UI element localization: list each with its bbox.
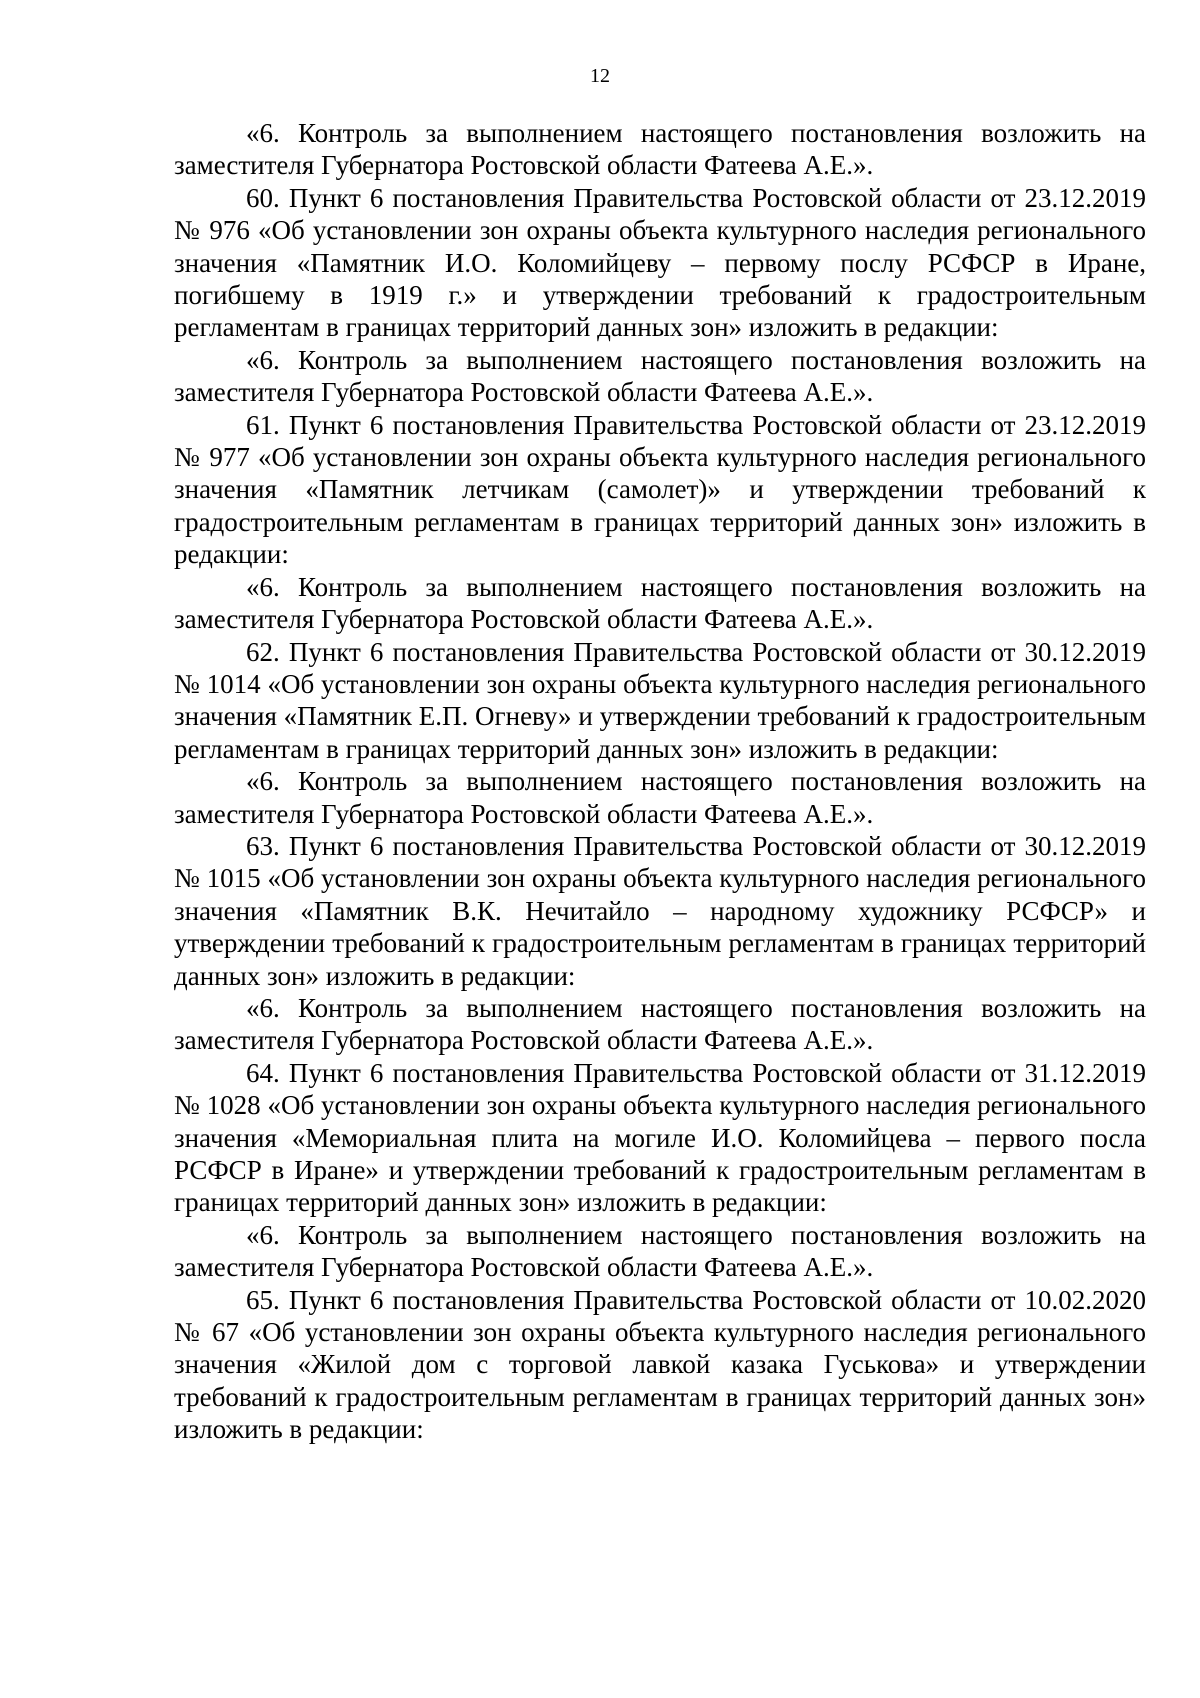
paragraph-item-63: 63. Пункт 6 постановления Правительства Ростовской области от 30.12.2019 № 1015 «Об установлении зон охраны объекта культурного наследия регионального значения «Памятник В.К. Нечитайло – народному художнику РСФСР» и утверждении требований к градостроительным регламентам в границах территорий данных зон» изложить в редакции: bbox=[174, 830, 1146, 991]
paragraph-item-64: 64. Пункт 6 постановления Правительства Ростовской области от 31.12.2019 № 1028 «Об установлении зон охраны объекта культурного наследия регионального значения «Мемориальная плита на могиле И.О. Коломийцева – первого посла РСФСР в Иране» и утверждении требований к градостроительным регламентам в границах территорий данных зон» изложить в редакции: bbox=[174, 1057, 1146, 1218]
paragraph-item-60: 60. Пункт 6 постановления Правительства Ростовской области от 23.12.2019 № 976 «Об установлении зон охраны объекта культурного наследия регионального значения «Памятник И.О. Коломийцеву – первому послу РСФСР в Иране, погибшему в 1919 г.» и утверждении требований к градостроительным регламентам в границах территорий данных зон» изложить в редакции: bbox=[174, 182, 1146, 343]
paragraph-quote: «6. Контроль за выполнением настоящего постановления возложить на заместителя Губернатора Ростовской области Фатеева А.Е.». bbox=[174, 118, 1146, 181]
page-number: 12 bbox=[590, 65, 610, 87]
paragraph-quote: «6. Контроль за выполнением настоящего постановления возложить на заместителя Губернатора Ростовской области Фатеева А.Е.». bbox=[174, 766, 1146, 829]
paragraph-item-61: 61. Пункт 6 постановления Правительства Ростовской области от 23.12.2019 № 977 «Об установлении зон охраны объекта культурного наследия регионального значения «Памятник летчикам (самолет)» и утверждении требований к градостроительным регламентам в границах территорий данных зон» изложить в редакции: bbox=[174, 409, 1146, 570]
paragraph-quote: «6. Контроль за выполнением настоящего постановления возложить на заместителя Губернатора Ростовской области Фатеева А.Е.». bbox=[174, 571, 1146, 635]
paragraph-quote: «6. Контроль за выполнением настоящего постановления возложить на заместителя Губернатора Ростовской области Фатеева А.Е.». bbox=[174, 992, 1146, 1056]
document-body bbox=[174, 117, 1146, 1446]
paragraph-item-62: 62. Пункт 6 постановления Правительства Ростовской области от 30.12.2019 № 1014 «Об установлении зон охраны объекта культурного наследия регионального значения «Памятник Е.П. Огневу» и утверждении требований к градостроительным регламентам в границах территорий данных зон» изложить в редакции: bbox=[174, 636, 1146, 764]
paragraph-item-65: 65. Пункт 6 постановления Правительства Ростовской области от 10.02.2020 № 67 «Об установлении зон охраны объекта культурного наследия регионального значения «Жилой дом с торговой лавкой казака Гуськова» и утверждении требований к градостроительным регламентам в границах территорий данных зон» изложить в редакции: bbox=[174, 1284, 1146, 1445]
paragraph-quote: «6. Контроль за выполнением настоящего постановления возложить на заместителя Губернатора Ростовской области Фатеева А.Е.». bbox=[174, 1219, 1146, 1283]
paragraph-quote: «6. Контроль за выполнением настоящего постановления возложить на заместителя Губернатора Ростовской области Фатеева А.Е.». bbox=[174, 344, 1146, 408]
